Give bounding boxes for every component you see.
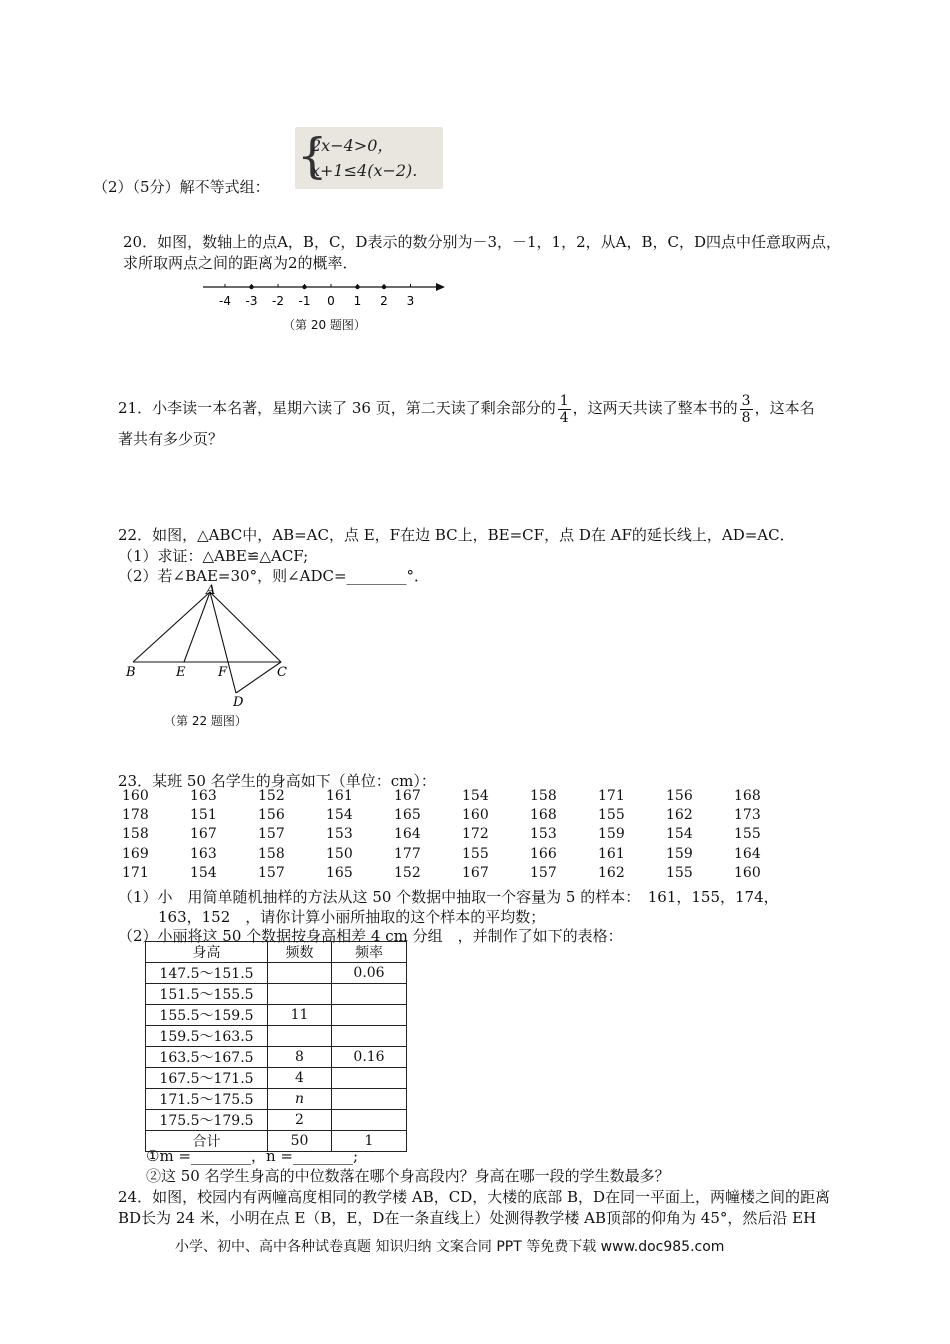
vertex-label-a: A — [206, 583, 216, 598]
q24-text-line2: BD长为 24 米，小明在点 E（B，E，D在一条直线上）处测得教学楼 AB顶部的仰角为 45°，然后沿 EH — [118, 1209, 817, 1227]
table-cell — [268, 963, 332, 984]
height-value: 161 — [598, 845, 625, 862]
table-cell — [268, 1026, 332, 1047]
triangle-figure — [118, 580, 308, 710]
heights-row — [122, 788, 802, 807]
height-value: 162 — [598, 864, 625, 881]
fraction-three-eighths — [740, 393, 753, 426]
table-cell: 身高 — [146, 942, 268, 963]
height-value: 166 — [530, 845, 557, 862]
height-value: 155 — [598, 807, 625, 824]
number-line-tick-label: -1 — [298, 294, 311, 308]
q22-figure-caption: （第 22 题图） — [164, 714, 247, 728]
q23-part2-line1: （2）小丽将这 50 个数据按身高相差 4 cm 分组 ，并制作了如下的表格： — [118, 927, 623, 945]
heights-row — [122, 865, 802, 884]
height-value: 160 — [122, 788, 149, 804]
table-cell — [332, 1089, 407, 1110]
height-value: 156 — [258, 807, 285, 824]
heights-row — [122, 826, 802, 845]
q23-sub1: ①m =________，n =________; — [146, 1147, 359, 1165]
height-value: 153 — [530, 826, 557, 843]
number-line-tick-label: -3 — [245, 294, 258, 308]
height-value: 167 — [394, 788, 421, 804]
height-value: 162 — [666, 807, 693, 824]
q22-part1: （1）求证：△ABE≌△ACF; — [118, 547, 309, 565]
height-value: 154 — [462, 788, 489, 804]
number-line-point — [355, 285, 359, 289]
table-cell: 163.5～167.5 — [146, 1047, 268, 1068]
heights-row — [122, 807, 802, 826]
height-value: 158 — [122, 826, 149, 843]
q23-sub2: ②这 50 名学生身高的中位数落在哪个身高段内？身高在哪一段的学生数最多？ — [146, 1167, 670, 1185]
height-value: 164 — [394, 826, 421, 843]
q22-text-line1: 22．如图，△ABC中，AB=AC，点 E，F在边 BC上，BE=CF，点 D在 AF的延长线上，AD=AC． — [118, 526, 795, 544]
height-value: 165 — [394, 807, 421, 824]
table-cell — [268, 984, 332, 1005]
height-value: 153 — [326, 826, 353, 843]
height-value: 169 — [122, 845, 149, 862]
table-cell: 2 — [268, 1110, 332, 1131]
q20-text-line2: 求所取两点之间的距离为2的概率． — [123, 254, 358, 272]
q19-part2-label: （2）（5分）解不等式组： — [93, 178, 270, 196]
height-value: 177 — [394, 845, 421, 862]
table-header-row — [146, 942, 407, 963]
height-value: 160 — [734, 864, 761, 881]
height-value: 173 — [734, 807, 761, 824]
height-value: 163 — [190, 845, 217, 862]
q21-text-line1 — [118, 390, 815, 426]
number-line-figure — [195, 278, 455, 308]
table-row — [146, 1110, 407, 1131]
table-cell: 频数 — [268, 942, 332, 963]
table-cell: 147.5～151.5 — [146, 963, 268, 984]
q20-figure-caption: （第 20 题图） — [283, 318, 366, 332]
height-value: 168 — [530, 807, 557, 824]
table-cell: 11 — [268, 1005, 332, 1026]
table-cell — [332, 1110, 407, 1131]
table-cell — [332, 1026, 407, 1047]
height-value: 154 — [666, 826, 693, 843]
height-value: 167 — [462, 864, 489, 881]
table-cell: 171.5～175.5 — [146, 1089, 268, 1110]
height-value: 152 — [258, 788, 285, 804]
vertex-label-e: E — [176, 665, 186, 680]
height-value: 172 — [462, 826, 489, 843]
height-value: 159 — [598, 826, 625, 843]
height-value: 155 — [734, 826, 761, 843]
vertex-label-b: B — [126, 665, 136, 680]
number-line-tick-label: 0 — [327, 294, 335, 308]
q22-part2: （2）若∠BAE=30°，则∠ADC=________°． — [118, 567, 430, 585]
height-value: 160 — [462, 807, 489, 824]
height-value: 155 — [666, 864, 693, 881]
table-row — [146, 1047, 407, 1068]
table-row — [146, 1089, 407, 1110]
heights-row — [122, 846, 802, 865]
height-value: 158 — [530, 788, 557, 804]
q21-part2: ，这两天共读了整本书的 — [572, 399, 738, 417]
table-row — [146, 1026, 407, 1047]
table-cell — [332, 1068, 407, 1089]
fraction-denominator: 4 — [559, 409, 569, 426]
table-cell: 合计 — [146, 1131, 268, 1152]
table-cell: 0.16 — [332, 1047, 407, 1068]
height-value: 154 — [326, 807, 353, 824]
page-footer: 小学、初中、高中各种试卷真题 知识归纳 文案合同 PPT 等免费下载 www.doc985.com — [175, 1239, 725, 1255]
number-line-point — [382, 285, 386, 289]
table-cell: n — [268, 1089, 332, 1110]
number-line-tick-label: 3 — [406, 294, 415, 308]
height-value: 156 — [666, 788, 693, 804]
table-cell: 0.06 — [332, 963, 407, 984]
height-value: 168 — [734, 788, 761, 804]
q23-part1-line1: （1）小 用简单随机抽样的方法从这 50 个数据中抽取一个容量为 5 的样本： 161，155，174， — [118, 888, 779, 906]
table-cell: 151.5～155.5 — [146, 984, 268, 1005]
vertex-label-f: F — [218, 665, 228, 680]
height-value: 161 — [326, 788, 353, 804]
table-row — [146, 984, 407, 1005]
height-value: 157 — [258, 826, 285, 843]
height-value: 171 — [122, 864, 149, 881]
height-value: 155 — [462, 845, 489, 862]
frequency-table — [145, 941, 407, 1152]
q21-part3: ，这本名 — [754, 399, 815, 417]
height-value: 165 — [326, 864, 353, 881]
table-cell: 159.5～163.5 — [146, 1026, 268, 1047]
inequality-line-2: x+1≤4(x−2). — [311, 161, 418, 180]
fraction-one-quarter — [558, 393, 571, 426]
vertex-label-d: D — [233, 695, 244, 710]
height-value: 157 — [530, 864, 557, 881]
q24-text-line1: 24．如图，校园内有两幢高度相同的教学楼 AB，CD，大楼的底部 B，D在同一平面上，两幢楼之间的距离 — [118, 1188, 831, 1206]
height-value: 167 — [190, 826, 217, 843]
height-value: 164 — [734, 845, 761, 862]
table-row — [146, 1068, 407, 1089]
table-cell: 175.5～179.5 — [146, 1110, 268, 1131]
table-cell: 4 — [268, 1068, 332, 1089]
fraction-numerator: 1 — [559, 392, 569, 409]
table-cell: 1 — [332, 1131, 407, 1152]
number-line-tick-label: 1 — [353, 294, 362, 308]
heights-data-grid — [122, 788, 802, 884]
height-value: 151 — [190, 807, 217, 824]
height-value: 158 — [258, 845, 285, 862]
height-value: 163 — [190, 788, 217, 804]
height-value: 159 — [666, 845, 693, 862]
height-value: 154 — [190, 864, 217, 881]
table-cell — [332, 984, 407, 1005]
number-line-tick-label: 2 — [380, 294, 388, 308]
inequality-system-image — [295, 127, 443, 189]
number-line-point — [249, 285, 253, 289]
table-cell — [332, 1005, 407, 1026]
number-line-point — [302, 285, 306, 289]
table-cell: 50 — [268, 1131, 332, 1152]
number-line-tick-label: -2 — [272, 294, 284, 308]
table-row — [146, 1005, 407, 1026]
number-line-tick-label: -4 — [219, 294, 231, 308]
q21-part1: 21．小李读一本名著，星期六读了 36 页，第二天读了剩余部分的 — [118, 399, 556, 417]
height-value: 157 — [258, 864, 285, 881]
brace-icon: { — [297, 128, 328, 184]
table-cell: 8 — [268, 1047, 332, 1068]
vertex-label-c: C — [277, 665, 287, 680]
q23-text-line1: 23．某班 50 名学生的身高如下（单位：cm）： — [118, 772, 436, 790]
inequality-line-1: 2x−4>0， — [311, 136, 394, 155]
fraction-numerator: 3 — [741, 392, 751, 409]
table-cell: 167.5～171.5 — [146, 1068, 268, 1089]
height-value: 152 — [394, 864, 421, 881]
table-cell: 频率 — [332, 942, 407, 963]
q21-text-line2: 著共有多少页？ — [118, 430, 224, 448]
height-value: 150 — [326, 845, 353, 862]
table-row — [146, 963, 407, 984]
fraction-denominator: 8 — [741, 409, 751, 426]
height-value: 178 — [122, 807, 149, 824]
height-value: 171 — [598, 788, 625, 804]
q20-text-line1: 20．如图，数轴上的点A，B，C，D表示的数分别为－3，－1，1，2，从A，B，C，D四点中任意取两点， — [123, 233, 841, 251]
q23-part1-line2: 163，152 ，请你计算小丽所抽取的这个样本的平均数； — [158, 908, 546, 926]
table-cell: 155.5～159.5 — [146, 1005, 268, 1026]
